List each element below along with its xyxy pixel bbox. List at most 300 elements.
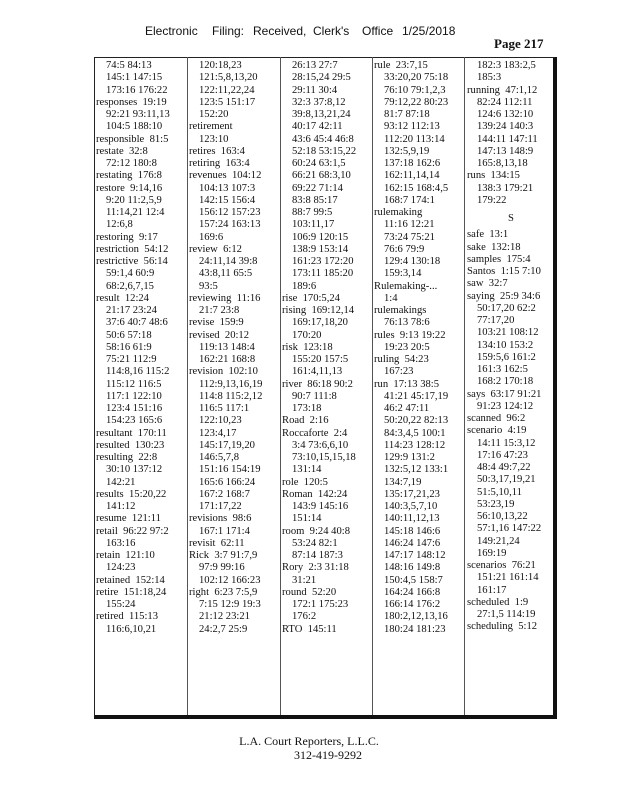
page-line-refs: 138:9 153:14 xyxy=(292,243,349,255)
index-refs: 159:9 xyxy=(219,317,244,329)
index-entry xyxy=(467,85,555,97)
header-office: Office xyxy=(362,24,394,38)
page-line-refs: 53:24 82:1 xyxy=(292,537,338,549)
page-line-refs: 164:24 166:8 xyxy=(384,586,441,598)
page-line-refs: 124:6 132:10 xyxy=(477,109,534,120)
index-word: retained xyxy=(96,574,131,586)
index-word: scheduled xyxy=(467,596,510,608)
index-entry xyxy=(467,560,555,572)
index-word: rulemakings xyxy=(374,305,427,316)
index-word: restoring xyxy=(96,231,134,243)
index-word: running xyxy=(467,84,500,96)
page-line-refs: 103:21 108:12 xyxy=(477,327,539,339)
page-line-refs: 84:3,4,5 100:1 xyxy=(384,427,446,439)
page-line-refs: 176:2 xyxy=(292,611,317,623)
page-line-refs: 21:7 23:8 xyxy=(199,305,240,316)
column-divider xyxy=(464,57,465,715)
page-line-refs: 163:16 xyxy=(106,537,136,549)
page-line-refs: 30:10 137:12 xyxy=(106,464,163,476)
page-line-refs: 43:6 45:4 46:8 xyxy=(292,133,354,145)
index-refs: 76:21 xyxy=(511,560,536,571)
page-line-refs: 151:16 154:19 xyxy=(199,464,261,476)
index-word: saying xyxy=(467,290,495,302)
index-word: restating xyxy=(96,170,133,182)
index-entry xyxy=(189,293,279,305)
page-line-refs: 87:14 187:3 xyxy=(292,550,343,561)
page-line-refs: 145:17,19,20 xyxy=(199,439,255,451)
page-line-refs: 43:8,11 65:5 xyxy=(199,268,253,280)
index-refs: 2:3 31:18 xyxy=(308,562,349,574)
index-word: Rulemaking-... xyxy=(374,280,438,292)
index-refs: 1:9 xyxy=(514,596,529,608)
page-line-refs: 75:21 112:9 xyxy=(106,354,157,365)
index-refs: 6:23 7:5,9 xyxy=(214,586,258,598)
index-entry xyxy=(96,97,186,109)
index-word: rulemaking xyxy=(374,207,423,218)
index-word: samples xyxy=(467,253,502,265)
index-word: restrictive xyxy=(96,256,139,267)
page-line-refs: 50:20,22 82:13 xyxy=(384,415,449,427)
page-line-refs: 11:14,21 12:4 xyxy=(106,207,165,218)
page-line-refs: 66:21 68:3,10 xyxy=(292,170,351,182)
page-line-refs: 134:10 153:2 xyxy=(477,339,534,351)
page-line-refs: 162:11,14,14 xyxy=(384,170,440,182)
page-line-refs: 52:18 53:15,22 xyxy=(292,145,357,157)
page-line-refs: 173:11 185:20 xyxy=(292,268,354,280)
index-word: restore xyxy=(96,182,125,194)
index-refs: 123:18 xyxy=(303,341,333,353)
page-line-refs: 91:23 124:12 xyxy=(477,400,534,412)
index-word: revision xyxy=(189,366,224,378)
index-refs: 121:10 xyxy=(125,550,155,561)
page-line-refs: 151:14 xyxy=(292,513,322,525)
index-entry xyxy=(282,489,371,501)
page-line-refs: 155:24 xyxy=(106,599,136,610)
page-line-refs: 142:15 156:4 xyxy=(199,194,256,206)
index-word: scanned xyxy=(467,413,502,424)
page-line-refs: 168:2 170:18 xyxy=(477,376,534,388)
index-entry xyxy=(189,158,279,170)
index-word: river xyxy=(282,378,302,390)
page-line-refs: 17:16 47:23 xyxy=(477,449,528,461)
index-word: review xyxy=(189,243,218,255)
index-refs: 25:9 34:6 xyxy=(499,290,541,302)
index-entry xyxy=(96,293,186,305)
page-line-refs: 51:5,10,11 xyxy=(477,486,522,498)
page-line-refs: 123:4,17 xyxy=(199,427,237,439)
index-entry xyxy=(189,587,279,599)
index-refs: 47:1,12 xyxy=(505,84,538,96)
index-word: says xyxy=(467,388,486,400)
page-line-refs: 134:7,19 xyxy=(384,476,422,488)
index-entry xyxy=(282,587,371,599)
index-entry xyxy=(467,278,555,290)
index-refs: 63:17 91:21 xyxy=(490,388,542,400)
index-word: restriction xyxy=(96,243,139,255)
index-word: Rory xyxy=(282,562,304,574)
page-line-refs: 122:11,22,24 xyxy=(199,84,255,96)
page-line-refs: 132:5,9,19 xyxy=(384,145,430,157)
header-electronic: Electronic xyxy=(145,24,198,38)
page-line-refs: 24:11,14 39:8 xyxy=(199,256,258,267)
header-filing: Filing: xyxy=(212,24,245,38)
index-refs: 3:7 91:7,9 xyxy=(214,550,258,561)
index-word: safe xyxy=(467,229,485,241)
page-line-refs: 88:7 99:5 xyxy=(292,207,333,218)
index-word: revisit xyxy=(189,537,216,549)
index-word: round xyxy=(282,586,307,598)
page-line-refs: 106:9 120:15 xyxy=(292,231,349,243)
page-line-refs: 68:2,6,7,15 xyxy=(106,280,154,292)
index-refs: 81:5 xyxy=(149,133,169,145)
page-line-refs: 129:4 130:18 xyxy=(384,256,441,267)
page-line-refs: 41:21 45:17,19 xyxy=(384,390,449,402)
index-entry xyxy=(374,330,463,342)
page-line-refs: 76:13 78:6 xyxy=(384,317,430,329)
page-line-refs: 167:1 171:4 xyxy=(199,525,250,537)
index-entry xyxy=(467,621,555,633)
page-line-refs: 112:9,13,16,19 xyxy=(199,378,263,390)
page-line-refs: 152:20 xyxy=(199,109,229,120)
header-received: Received, xyxy=(253,24,307,38)
index-refs: 20:12 xyxy=(224,329,250,341)
page-line-refs: 168:7 174:1 xyxy=(384,194,435,206)
page-line-refs: 90:7 111:8 xyxy=(292,390,337,402)
page-line-refs: 156:12 157:23 xyxy=(199,207,261,218)
page-line-refs: 180:24 181:23 xyxy=(384,623,446,635)
page-line-refs: 124:23 xyxy=(106,562,136,574)
page-line-refs: 21:12 23:21 xyxy=(199,611,250,623)
index-entry xyxy=(189,366,279,378)
page-line-refs: 112:20 113:14 xyxy=(384,133,445,145)
index-word: scheduling xyxy=(467,621,513,633)
column-divider xyxy=(372,57,373,715)
index-refs: 6:12 xyxy=(223,243,242,255)
page-line-refs: 93:12 112:13 xyxy=(384,121,440,133)
index-entry xyxy=(96,452,186,464)
index-entry xyxy=(189,121,279,133)
page-line-refs: 31:21 xyxy=(292,574,317,586)
page-line-refs: 149:21,24 xyxy=(477,535,520,547)
index-column-4 xyxy=(374,60,463,715)
page-line-refs: 50:6 57:18 xyxy=(106,329,152,341)
page-line-refs: 171:17,22 xyxy=(199,501,242,512)
index-refs: 2:16 xyxy=(309,415,329,427)
page-line-refs: 147:13 148:9 xyxy=(477,145,534,157)
index-refs: 134:15 xyxy=(490,170,520,182)
index-word: revisions xyxy=(189,513,228,525)
index-word: Rick xyxy=(189,550,210,561)
page-line-refs: 117:1 122:10 xyxy=(106,390,162,402)
page-line-refs: 114:8,16 115:2 xyxy=(106,366,170,378)
page-line-refs: 141:12 xyxy=(106,501,136,512)
index-entry xyxy=(96,146,186,158)
page-line-refs: 140:11,12,13 xyxy=(384,513,440,525)
index-refs: 102:10 xyxy=(228,366,258,378)
index-entry xyxy=(189,550,279,562)
page-line-refs: 169:17,18,20 xyxy=(292,317,348,329)
page-line-refs: 29:11 30:4 xyxy=(292,84,338,96)
index-word: rising xyxy=(282,305,307,316)
index-word: runs xyxy=(467,170,486,182)
page-line-refs: 137:18 162:6 xyxy=(384,158,441,169)
page-line-refs: 104:5 188:10 xyxy=(106,121,163,133)
page-line-refs: 81:7 87:18 xyxy=(384,109,430,120)
index-entry xyxy=(96,244,186,256)
index-column-3 xyxy=(282,60,371,715)
page-line-refs: 155:20 157:5 xyxy=(292,354,349,365)
page-line-refs: 103:11,17 xyxy=(292,219,335,231)
index-word: retail xyxy=(96,525,118,537)
index-refs: 176:8 xyxy=(137,170,162,182)
page-line-refs: 72:12 180:8 xyxy=(106,158,157,169)
index-entry xyxy=(467,254,555,266)
index-word: results xyxy=(96,488,124,500)
page-line-refs: 189:6 xyxy=(292,280,317,292)
index-entry xyxy=(467,389,555,401)
page-line-refs: 161:23 172:20 xyxy=(292,256,354,267)
index-refs: 54:23 xyxy=(404,354,429,365)
page-line-refs: 161:4,11,13 xyxy=(292,366,343,378)
page-line-refs: 48:4 49:7,22 xyxy=(477,462,531,473)
page-line-refs: 162:15 168:4,5 xyxy=(384,182,449,194)
index-entry xyxy=(374,354,463,366)
page-line-refs: 122:10,23 xyxy=(199,415,242,427)
index-refs: 17:13 38:5 xyxy=(393,378,440,390)
page-line-refs: 74:5 84:13 xyxy=(106,60,152,71)
page-line-refs: 159:3,14 xyxy=(384,268,422,280)
footer-phone: 312-419-9292 xyxy=(294,748,362,762)
index-refs: 15:20,22 xyxy=(128,488,167,500)
page-line-refs: 123:10 xyxy=(199,133,229,145)
index-entry xyxy=(282,562,371,574)
page-line-refs: 167:2 168:7 xyxy=(199,488,250,500)
page-line-refs: 97:9 99:16 xyxy=(199,562,245,574)
index-entry xyxy=(96,575,186,587)
index-entry xyxy=(282,428,371,440)
header-clerks: Clerk's xyxy=(313,24,350,38)
index-refs: 1:15 7:10 xyxy=(500,266,541,277)
page-line-refs: 50:3,17,19,21 xyxy=(477,474,536,486)
page-line-refs: 92:21 93:11,13 xyxy=(106,109,170,120)
page-line-refs: 21:17 23:24 xyxy=(106,305,157,316)
index-entry xyxy=(374,379,463,391)
page-line-refs: 162:21 168:8 xyxy=(199,354,256,365)
index-word: room xyxy=(282,525,305,537)
index-word: RTO xyxy=(282,623,303,635)
page-line-refs: 114:23 128:12 xyxy=(384,439,446,451)
index-entry xyxy=(467,597,555,609)
page-line-refs: 161:3 162:5 xyxy=(477,364,528,375)
index-refs: 104:12 xyxy=(231,170,262,182)
index-entry xyxy=(96,134,186,146)
page-line-refs: 57:1,16 147:22 xyxy=(477,523,542,535)
index-entry xyxy=(96,513,186,525)
page-line-refs: 12:6,8 xyxy=(106,219,133,231)
page-line-refs: 76:6 79:9 xyxy=(384,243,425,255)
index-word: Road xyxy=(282,415,305,427)
index-refs: 163:4 xyxy=(225,158,250,169)
page-line-refs: 7:15 12:9 19:3 xyxy=(199,599,261,610)
page-line-refs: 145:18 146:6 xyxy=(384,525,441,537)
page-line-refs: 182:3 183:2,5 xyxy=(477,60,536,71)
page-line-refs: 27:1,5 114:19 xyxy=(477,609,536,620)
index-refs: 115:13 xyxy=(128,611,158,623)
page-line-refs: 142:21 xyxy=(106,476,136,488)
index-entry xyxy=(374,305,463,317)
index-entry xyxy=(189,538,279,550)
index-entry xyxy=(467,291,555,303)
index-word: revised xyxy=(189,329,220,341)
index-refs: 9:14,16 xyxy=(130,182,163,194)
index-word: resume xyxy=(96,513,127,525)
page-line-refs: 138:3 179:21 xyxy=(477,182,534,194)
footer-company: L.A. Court Reporters, L.L.C. xyxy=(239,734,379,748)
index-word: retire xyxy=(96,586,119,598)
page-line-refs: 82:24 112:11 xyxy=(477,96,533,108)
index-entry xyxy=(189,170,279,182)
column-divider xyxy=(280,57,281,715)
index-refs: 32:8 xyxy=(128,145,148,157)
page-line-refs: 32:3 37:8,12 xyxy=(292,96,346,108)
index-word: scenario xyxy=(467,425,503,437)
index-entry xyxy=(96,526,186,538)
index-word: Roman xyxy=(282,488,313,500)
index-word: right xyxy=(189,586,210,598)
index-refs: 86:18 90:2 xyxy=(307,378,353,390)
page-line-refs: 131:14 xyxy=(292,464,322,476)
page-line-refs: 116:5 117:1 xyxy=(199,403,250,414)
index-refs: 12:24 xyxy=(124,292,149,304)
page-line-refs: 132:5,12 133:1 xyxy=(384,464,449,476)
page-line-refs: 151:21 161:14 xyxy=(477,572,539,584)
page-line-refs: 144:11 147:11 xyxy=(477,133,538,145)
page-line-refs: 165:6 166:24 xyxy=(199,476,256,488)
index-word: resultant xyxy=(96,427,133,439)
page-line-refs: 69:22 71:14 xyxy=(292,182,343,194)
page-line-refs: 135:17,21,23 xyxy=(384,488,440,500)
index-refs: 9:17 xyxy=(138,231,158,243)
index-refs: 32:7 xyxy=(488,278,508,290)
page-line-refs: 11:16 12:21 xyxy=(384,219,435,231)
page-line-refs: 93:5 xyxy=(199,280,218,292)
index-entry xyxy=(96,170,186,182)
index-entry xyxy=(282,477,371,489)
page-line-refs: 46:2 47:11 xyxy=(384,403,430,414)
index-refs: 56:14 xyxy=(143,256,168,267)
index-entry xyxy=(282,342,371,354)
page-line-refs: 139:24 140:3 xyxy=(477,121,534,133)
index-entry xyxy=(189,317,279,329)
index-word: role xyxy=(282,476,299,488)
index-refs: 152:14 xyxy=(135,574,165,586)
index-entry xyxy=(96,550,186,562)
page-line-refs: 19:23 20:5 xyxy=(384,341,430,353)
index-word: sake xyxy=(467,241,486,253)
index-entry xyxy=(189,244,279,256)
index-refs: 151:18,24 xyxy=(123,586,167,598)
index-entry xyxy=(467,266,555,278)
index-refs: 62:11 xyxy=(220,537,245,549)
page-line-refs: 146:24 147:6 xyxy=(384,537,441,549)
page-line-refs: 167:23 xyxy=(384,366,414,378)
page-line-refs: 115:12 116:5 xyxy=(106,378,162,390)
index-word: scenarios xyxy=(467,560,507,571)
page-line-refs: 114:8 115:2,12 xyxy=(199,390,263,402)
index-column-1 xyxy=(96,60,186,715)
index-entry xyxy=(282,415,371,427)
index-refs: 23:7,15 xyxy=(395,60,428,71)
page-line-refs: 102:12 166:23 xyxy=(199,574,261,586)
page-line-refs: 37:6 40:7 48:6 xyxy=(106,317,168,329)
index-refs: 2:4 xyxy=(333,427,348,439)
index-word: risk xyxy=(282,341,298,353)
page-line-refs: 157:24 163:13 xyxy=(199,219,261,231)
index-word: retires xyxy=(189,145,216,157)
index-refs: 169:12,14 xyxy=(311,305,355,316)
index-entry xyxy=(189,146,279,158)
page-line-refs: 140:3,5,7,10 xyxy=(384,501,438,512)
index-word: Roccaforte xyxy=(282,427,329,439)
index-entry xyxy=(189,330,279,342)
page-line-refs: 179:22 xyxy=(477,194,507,206)
page-line-refs: 24:2,7 25:9 xyxy=(199,623,248,635)
page-line-refs: 26:13 27:7 xyxy=(292,60,338,71)
index-refs: 170:5,24 xyxy=(302,292,340,304)
index-entry xyxy=(467,229,555,241)
page-line-refs: 166:14 176:2 xyxy=(384,599,441,610)
index-refs: 9:13 19:22 xyxy=(399,329,446,341)
index-entry xyxy=(467,242,555,254)
index-word: responses xyxy=(96,96,138,108)
index-refs: 9:24 40:8 xyxy=(309,525,350,537)
page-line-refs: 123:5 151:17 xyxy=(199,96,256,108)
page-line-refs: 154:23 165:6 xyxy=(106,415,163,427)
page-line-refs: 173:16 176:22 xyxy=(106,84,168,96)
page-line-refs: 59:1,4 60:9 xyxy=(106,268,155,280)
page-line-refs: 3:4 73:6,6,10 xyxy=(292,439,349,451)
page-line-refs: 79:12,22 80:23 xyxy=(384,96,449,108)
page-line-refs: 129:9 131:2 xyxy=(384,452,435,463)
index-entry xyxy=(282,526,371,538)
index-refs: 5:12 xyxy=(518,621,538,633)
index-word: retirement xyxy=(189,121,233,133)
index-entry xyxy=(374,207,463,219)
index-entry xyxy=(467,413,555,425)
index-word: resulting xyxy=(96,452,134,463)
index-column-5 xyxy=(467,60,555,715)
index-refs: 4:19 xyxy=(507,425,527,437)
page-line-refs: 58:16 61:9 xyxy=(106,341,152,353)
page-line-refs: 143:9 145:16 xyxy=(292,501,349,512)
index-word: rule xyxy=(374,60,391,71)
index-word: Santos xyxy=(467,266,496,277)
index-refs: 142:24 xyxy=(317,488,348,500)
index-refs: 163:4 xyxy=(220,145,245,157)
page-line-refs: 161:17 xyxy=(477,584,507,596)
index-entry xyxy=(96,183,186,195)
index-word: retired xyxy=(96,611,124,623)
index-entry xyxy=(96,440,186,452)
index-refs: 120:5 xyxy=(303,476,328,488)
index-refs: 22:8 xyxy=(138,452,158,463)
index-word: responsible xyxy=(96,133,145,145)
page-line-refs: 173:18 xyxy=(292,403,322,414)
section-letter: S xyxy=(508,213,514,224)
index-refs: 96:2 xyxy=(506,413,526,424)
page-line-refs: 147:17 148:12 xyxy=(384,550,446,561)
page-line-refs: 169:19 xyxy=(477,547,507,559)
